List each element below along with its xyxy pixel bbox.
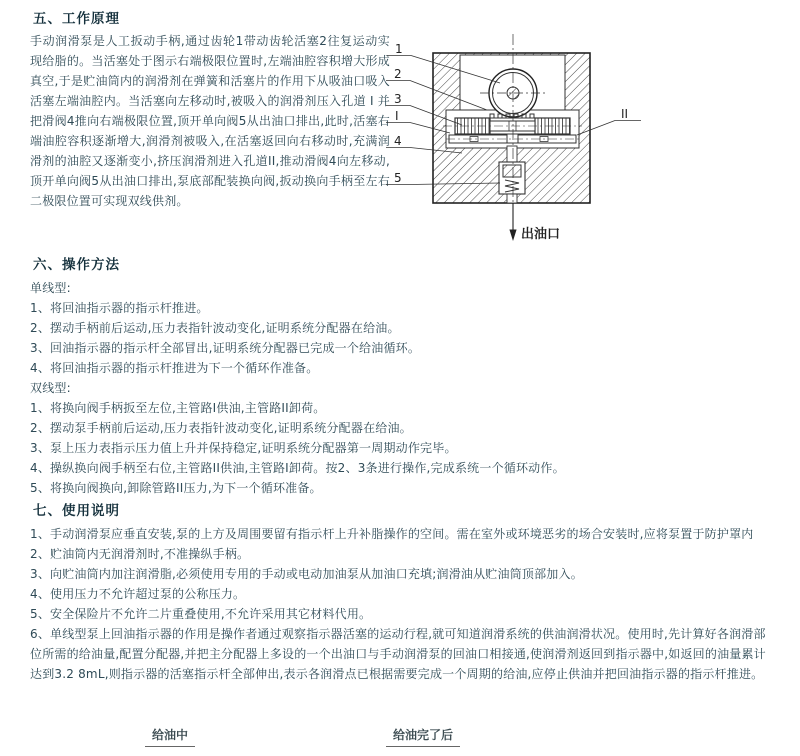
part-label-5: 5 <box>394 171 402 185</box>
outlet-port-label: 出油口 <box>521 227 561 242</box>
part-label-I: I <box>395 109 399 123</box>
outlet-arrow <box>509 203 516 241</box>
part-label-4: 4 <box>394 134 402 148</box>
operation-steps <box>30 278 565 498</box>
single-step: 3、回油指示器的指示杆全部冒出,证明系统分配器已完成一个给油循环。 <box>30 341 421 355</box>
usage-item: 3、向贮油筒内加注润滑脂,必须使用专用的手动或电动加油泵从加油口充填;润滑油从贮油筒顶部加入。 <box>30 567 583 581</box>
usage-item: 2、贮油筒内无润滑剂时,不准操纵手柄。 <box>30 547 250 561</box>
part-label-II: II <box>621 107 629 121</box>
usage-items <box>30 524 777 684</box>
usage-item: 6、单线型泵上回油指示器的作用是操作者通过观察指示器活塞的运动行程,就可知道润滑系统的供油润滑状况。使用时,先计算好各润滑部位所需的给油量,配置分配器,并把主分配器上多设的一个出油口与手动润滑泵的回油口相接通,使润滑剂返回到指示器中,如返回的油量累计达到3.2 8mL,则指示器的活塞指示杆全部伸出,表示各润滑点已根据需要完成一个周期的给油,应停止供油并把回油指示器的指示杆推进。 <box>30 627 766 681</box>
single-step: 4、将回油指示器的指示杆推进为下一个循环作准备。 <box>30 361 319 375</box>
section-heading-operation: 六、操作方法 <box>33 257 120 273</box>
usage-item: 5、安全保险片不允许二片重叠使用,不允许采用其它材料代用。 <box>30 607 372 621</box>
double-step: 4、操纵换向阀手柄至右位,主管路II供油,主管路I卸荷。按2、3条进行操作,完成系统一个循环动作。 <box>30 461 565 475</box>
section-heading-working-principle: 五、工作原理 <box>33 11 120 27</box>
double-step: 2、摆动泵手柄前后运动,压力表指针波动变化,证明系统分配器在给油。 <box>30 421 412 435</box>
pump-cross-section-figure <box>383 26 665 254</box>
double-step: 3、泵上压力表指示压力值上升并保持稳定,证明系统分配器第一周期动作完毕。 <box>30 441 457 455</box>
usage-item: 1、手动润滑泵应垂直安装,泵的上方及周围要留有指示杆上升补脂操作的空间。需在室外或环境恶劣的场合安装时,应将泵置于防护罩内 <box>30 527 754 541</box>
pump-diagram <box>383 26 665 254</box>
double-line-type-label: 双线型: <box>30 381 71 395</box>
slide-valve-rail <box>446 134 579 143</box>
single-step: 2、摆动手柄前后运动,压力表指针波动变化,证明系统分配器在给油。 <box>30 321 400 335</box>
usage-item: 4、使用压力不允许超过泵的公称压力。 <box>30 587 246 601</box>
caption-oiling-in-progress: 给油中 <box>145 728 195 747</box>
piston-assembly <box>443 118 582 134</box>
part-label-1: 1 <box>395 42 403 56</box>
part-label-3: 3 <box>394 92 402 106</box>
single-step: 1、将回油指示器的指示杆推进。 <box>30 301 209 315</box>
section-heading-usage: 七、使用说明 <box>33 503 120 519</box>
caption-oiling-completed: 给油完了后 <box>386 728 460 747</box>
working-principle-paragraph: 手动润滑泵是人工扳动手柄,通过齿轮1带动齿轮活塞2往复运动实现给脂的。当活塞处于图示右端极限位置时,左端油腔容积增大形成真空,于是贮油筒内的润滑剂在弹簧和活塞片的作用下从吸油口吸入活塞左端油腔内。当活塞向左移动时,被吸入的润滑剂压入孔道 I 并把滑阀4推向右端极限位置,顶开单向阀5从出油口排出,此时,活塞右端油腔容积逐渐增大,润滑剂被吸入,在活塞返回向右移动时,充满润滑剂的油腔又逐渐变小,挤压润滑剂进入孔道II,推动滑阀4向左移动,顶开单向阀5从出油口排出,泵底部配装换向阀,扳动换向手柄至左右二极限位置可实现双线供剂。 <box>30 34 390 208</box>
single-line-type-label: 单线型: <box>30 281 71 295</box>
double-step: 1、将换向阀手柄扳至左位,主管路I供油,主管路II卸荷。 <box>30 401 326 415</box>
arrow-head-icon <box>509 230 516 242</box>
double-step: 5、将换向阀换向,卸除管路II压力,为下一个循环准备。 <box>30 481 322 495</box>
part-label-2: 2 <box>394 67 402 81</box>
check-valve-plug <box>503 165 521 177</box>
